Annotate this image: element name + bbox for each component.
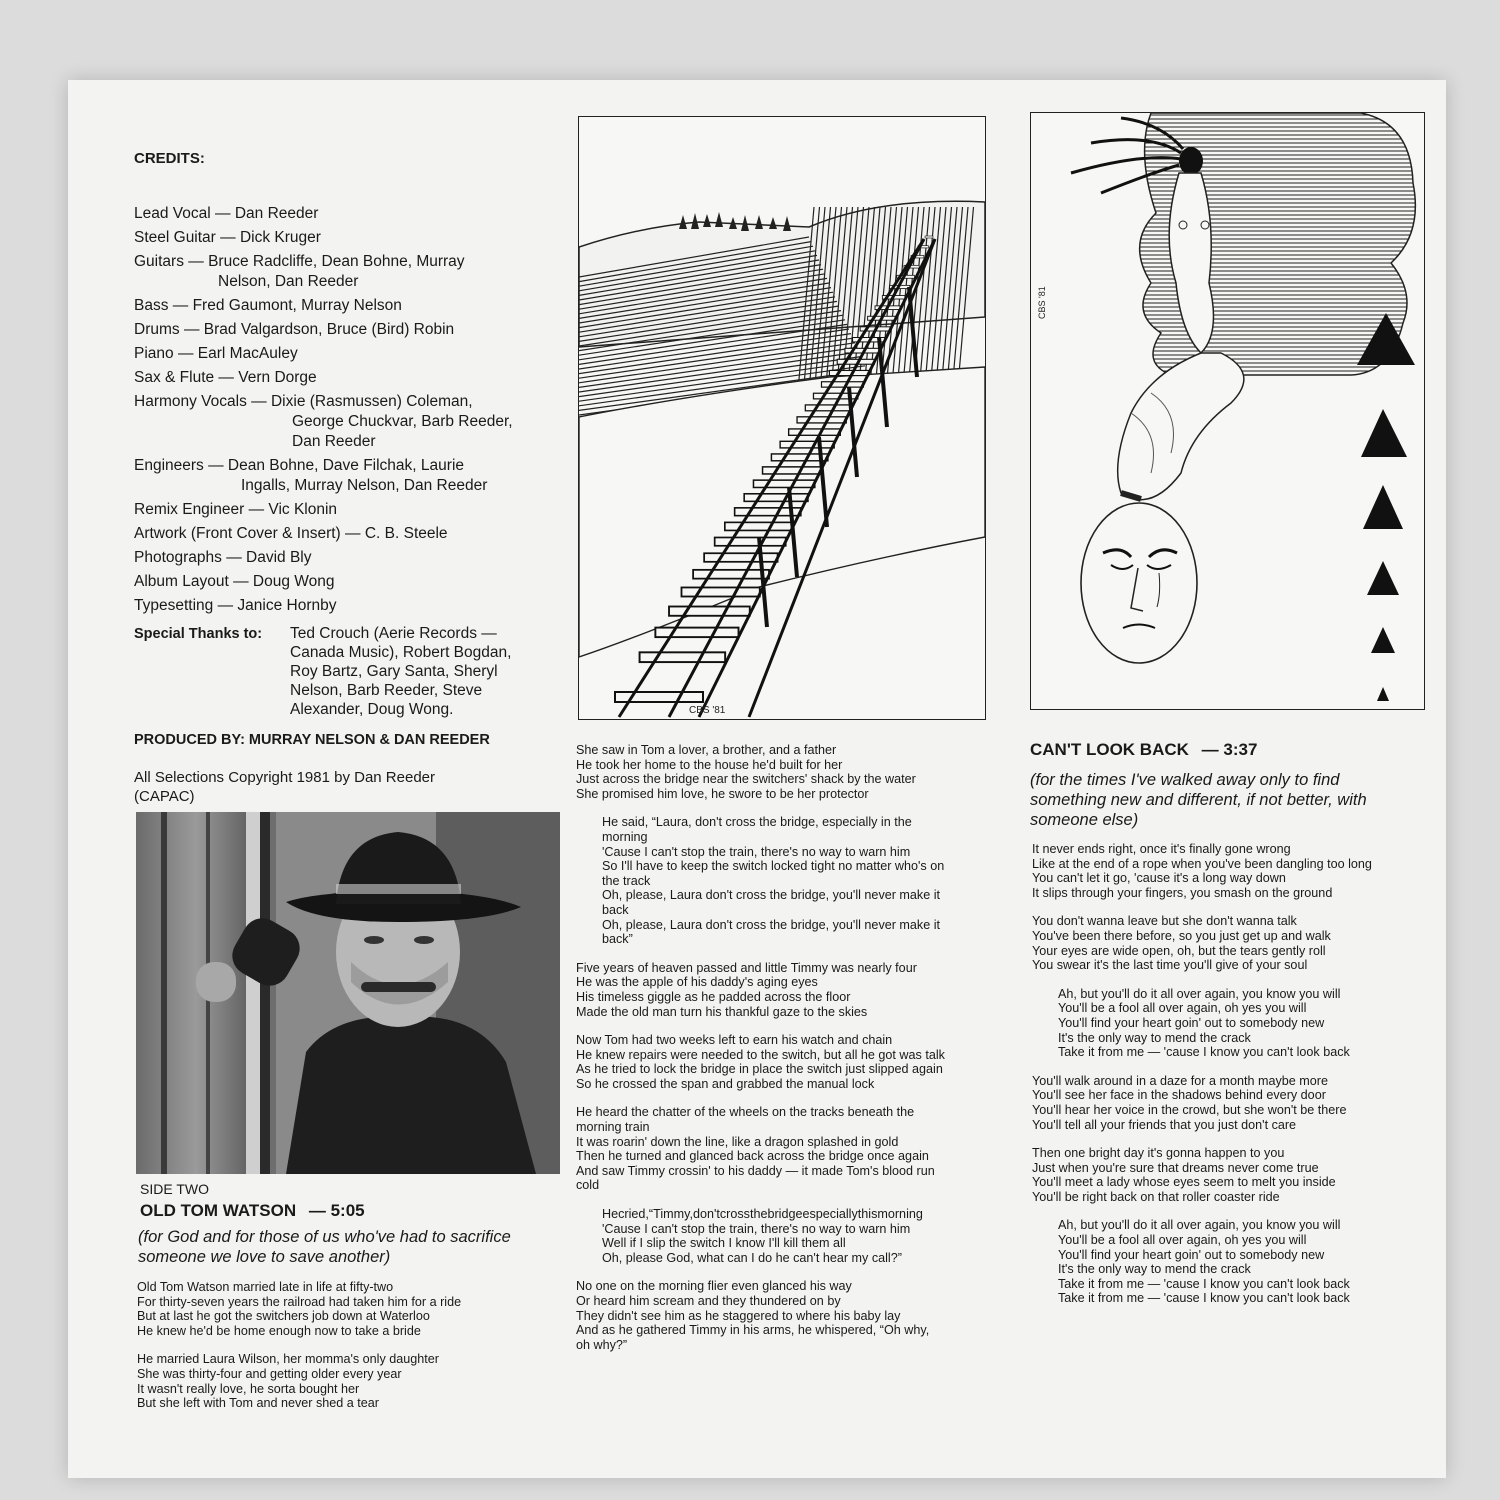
lyric-line: You'll be a fool all over again, oh yes you will	[1058, 1001, 1307, 1016]
credit-names: Vic Klonin	[268, 501, 338, 518]
lyric-line: Oh, please God, what can I do he can't hear my call?”	[602, 1250, 902, 1265]
credit-dash: —	[228, 573, 253, 590]
credit-role: Drums	[134, 321, 180, 338]
lyric-stanza	[1032, 914, 1432, 972]
credit-line	[134, 226, 554, 250]
lyric-line: Just across the bridge near the switchers' shack by the water	[576, 772, 916, 787]
song1-subtitle	[138, 1227, 511, 1267]
credit-line	[134, 522, 554, 546]
thanks-line: Alexander, Doug Wong.	[290, 701, 454, 718]
thanks-line: Roy Bartz, Gary Santa, Sheryl	[290, 663, 498, 680]
lyric-line: You'll meet a lady whose eyes seem to melt you inside	[1032, 1175, 1336, 1190]
song2-subtitle-line: (for the times I've walked away only to find	[1030, 771, 1340, 789]
lyric-line: You've been there before, so you just get up and walk	[1032, 928, 1331, 943]
credit-row	[134, 202, 554, 226]
lyric-line: So he crossed the span and grabbed the manual lock	[576, 1076, 875, 1091]
credit-names: Brad Valgardson, Bruce (Bird) Robin	[203, 321, 455, 338]
lyric-line: She saw in Tom a lover, a brother, and a father	[576, 743, 837, 757]
lyric-line: For thirty-seven years the railroad had taken him for a ride	[137, 1294, 462, 1309]
lyric-stanza	[576, 1207, 1016, 1265]
lyric-line: He knew he'd be home enough now to take a bride	[137, 1323, 421, 1338]
lyric-line: It's the only way to mend the crack	[1058, 1262, 1251, 1277]
credit-row	[134, 594, 554, 618]
credit-row	[134, 522, 554, 546]
lyric-stanza	[1032, 1146, 1432, 1204]
lyric-line: He married Laura Wilson, her momma's only daughter	[137, 1352, 439, 1367]
credit-dash: —	[214, 369, 239, 386]
lyric-line: Take it from me — 'cause I know you can't look back	[1058, 1045, 1350, 1060]
copyright-line: All Selections Copyright 1981 by Dan Reeder	[134, 769, 436, 786]
thanks-names	[290, 622, 511, 722]
lyric-line: And as he gathered Timmy in his arms, he whispered, “Oh why,	[576, 1323, 930, 1338]
railroad-illustration	[578, 116, 986, 720]
credit-line	[134, 294, 554, 318]
credit-role: Bass	[134, 297, 169, 314]
lyric-line: You swear it's the last time you'll give of your soul	[1032, 958, 1308, 973]
credit-names: C. B. Steele	[364, 525, 448, 542]
lyric-line: Old Tom Watson married late in life at fifty-two	[137, 1280, 394, 1294]
lyric-stanza	[576, 1105, 1016, 1193]
credit-role: Lead Vocal	[134, 205, 211, 222]
credit-role: Steel Guitar	[134, 229, 216, 246]
lyric-line: It never ends right, once it's finally gone wrong	[1032, 842, 1291, 856]
credit-dash: —	[203, 457, 228, 474]
lyric-line: back”	[602, 932, 633, 947]
lyric-line: Then one bright day it's gonna happen to you	[1032, 1146, 1285, 1161]
credit-dash: —	[244, 501, 269, 518]
insert-sheet	[68, 80, 1446, 1478]
lyric-line: back	[602, 902, 629, 917]
song2-title: CAN'T LOOK BACK	[1030, 740, 1189, 759]
lyric-line: So I'll have to keep the switch locked tight no matter who's on	[602, 859, 945, 874]
lyric-line: He took her home to the house he'd built for her	[576, 757, 843, 772]
lyric-line: Just when you're sure that dreams never come true	[1032, 1160, 1319, 1175]
lyric-line: Five years of heaven passed and little Timmy was nearly four	[576, 960, 917, 975]
lyric-stanza	[1032, 987, 1432, 1060]
thanks-line: Nelson, Barb Reeder, Steve	[290, 682, 483, 699]
credit-dash: —	[213, 597, 238, 614]
credit-row	[134, 226, 554, 250]
credit-names: Fred Gaumont, Murray Nelson	[192, 297, 402, 314]
credits-list	[134, 202, 554, 618]
song1-lyrics-continued	[576, 743, 1016, 1366]
lyric-stanza	[576, 961, 1016, 1019]
lyric-line: oh why?”	[576, 1337, 628, 1352]
thanks-label: Special Thanks to:	[134, 626, 263, 642]
figure-signature: CBS '81	[1037, 286, 1047, 319]
lyric-stanza	[576, 743, 1016, 801]
credit-names: Dixie (Rasmussen) Coleman,	[270, 393, 473, 410]
lyric-line: Or heard him scream and they thundered on by	[576, 1294, 841, 1308]
lyric-line: Your eyes are wide open, oh, but the tears gently roll	[1032, 943, 1326, 958]
credit-names: Earl MacAuley	[197, 345, 298, 362]
lyric-line: Take it from me — 'cause I know you can't look back	[1058, 1291, 1350, 1306]
lyric-line: morning	[602, 829, 648, 844]
credit-role: Guitars	[134, 253, 184, 270]
credit-role: Engineers	[134, 457, 204, 474]
railroad-signature: CBS '81	[689, 705, 726, 716]
lyric-line: Hecried,“Timmy,don'tcrossthebridgeespeciallythismorning	[602, 1207, 923, 1222]
credit-line	[134, 318, 554, 342]
credit-line	[134, 366, 554, 390]
credit-names: Dick Kruger	[239, 229, 321, 246]
credit-role: Photographs	[134, 549, 222, 566]
lyric-line: Then he turned and glanced back across the bridge once again	[576, 1149, 929, 1164]
thanks-line: Canada Music), Robert Bogdan,	[290, 644, 512, 661]
credit-dash: —	[215, 229, 240, 246]
lyric-line: 'Cause I can't stop the train, there's no way to warn him	[602, 1221, 911, 1236]
artist-photo	[136, 812, 560, 1174]
credit-role: Harmony Vocals	[134, 393, 247, 410]
lyric-line: He heard the chatter of the wheels on the tracks beneath the	[576, 1105, 915, 1120]
credit-names-continued: Dan Reeder	[292, 433, 376, 450]
lyric-line: They didn't see him as he staggered to where his baby lay	[576, 1308, 901, 1323]
credit-role: Remix Engineer	[134, 501, 245, 518]
lyric-line: You'll tell all your friends that you just don't care	[1032, 1117, 1297, 1132]
lyric-line: the track	[602, 873, 651, 888]
lyric-stanza	[1032, 842, 1432, 900]
credit-dash: —	[183, 253, 209, 270]
credit-names: Doug Wong	[252, 573, 335, 590]
lyric-line: He said, “Laura, don't cross the bridge, especially in the	[602, 815, 912, 830]
credit-line	[134, 570, 554, 594]
credit-row	[134, 294, 554, 318]
lyric-line: You'll walk around in a daze for a month maybe more	[1032, 1073, 1328, 1088]
side-label: SIDE TWO	[140, 1181, 209, 1197]
credit-role: Sax & Flute	[134, 369, 215, 386]
lyric-line: It slips through your fingers, you smash on the ground	[1032, 885, 1333, 900]
credit-role: Typesetting	[134, 597, 214, 614]
credits-heading: CREDITS:	[134, 150, 205, 167]
lyric-line: 'Cause I can't stop the train, there's no way to warn him	[602, 844, 911, 859]
special-thanks	[134, 622, 574, 722]
lyric-line: Take it from me — 'cause I know you can't look back	[1058, 1276, 1350, 1291]
credit-names: Dean Bohne, Dave Filchak, Laurie	[227, 457, 465, 474]
lyric-line: morning train	[576, 1120, 650, 1135]
lyric-line: Oh, please, Laura don't cross the bridge, you'll never make it	[602, 888, 941, 903]
credit-line	[134, 342, 554, 366]
credit-dash: —	[179, 321, 204, 338]
credit-dash: —	[173, 345, 198, 362]
credit-role: Artwork (Front Cover & Insert)	[134, 525, 341, 542]
lyric-line: She promised him love, he swore to be her protector	[576, 786, 869, 801]
lyric-line: But at last he got the switchers job down at Waterloo	[137, 1309, 430, 1324]
credit-row	[134, 390, 554, 454]
song2-title-block	[1030, 740, 1257, 760]
lyric-stanza	[576, 1279, 1016, 1352]
credit-names: Bruce Radcliffe, Dean Bohne, Murray	[208, 253, 465, 270]
lyric-line: Now Tom had two weeks left to earn his watch and chain	[576, 1033, 893, 1048]
lyric-line: cold	[576, 1178, 600, 1193]
lyric-line: She was thirty-four and getting older every year	[137, 1366, 402, 1381]
credit-row	[134, 454, 554, 498]
credit-line	[134, 594, 554, 618]
lyric-line: His timeless giggle as he padded across the floor	[576, 989, 851, 1004]
lyric-line: It was roarin' down the line, like a dragon splashed in gold	[576, 1134, 899, 1149]
produced-by: PRODUCED BY: MURRAY NELSON & DAN REEDER	[134, 732, 490, 748]
figure-illustration	[1030, 112, 1425, 710]
lyric-line: Well if I slip the switch I know I'll kill them all	[602, 1236, 846, 1251]
lyric-line: Ah, but you'll do it all over again, you know you will	[1058, 1218, 1341, 1233]
lyric-line: It wasn't really love, he sorta bought her	[137, 1381, 360, 1396]
song2-subtitle	[1030, 770, 1367, 830]
lyric-line: You'll be right back on that roller coaster ride	[1032, 1189, 1280, 1204]
credit-row	[134, 318, 554, 342]
credit-dash: —	[168, 297, 193, 314]
song1-title-block	[140, 1201, 365, 1221]
credit-dash: —	[246, 393, 271, 410]
song1-duration: — 5:05	[308, 1201, 365, 1220]
copyright	[134, 768, 435, 806]
song1-subtitle-line: (for God and for those of us who've had to sacrifice	[138, 1228, 511, 1246]
credit-dash: —	[221, 549, 247, 566]
song2-subtitle-line: something new and different, if not better, with	[1030, 791, 1367, 809]
lyric-line: No one on the morning flier even glanced his way	[576, 1279, 852, 1294]
lyric-line: Ah, but you'll do it all over again, you know you will	[1058, 986, 1341, 1001]
credit-names: Vern Dorge	[238, 369, 317, 386]
credit-dash: —	[340, 525, 365, 542]
credit-names-continued: Ingalls, Murray Nelson, Dan Reeder	[241, 477, 488, 494]
credit-row	[134, 546, 554, 570]
credit-line	[134, 202, 554, 226]
lyric-stanza	[1032, 1074, 1432, 1132]
lyric-line: But she left with Tom and never shed a tear	[137, 1396, 379, 1411]
credit-role: Album Layout	[134, 573, 229, 590]
credit-row	[134, 570, 554, 594]
credit-row	[134, 250, 554, 294]
lyric-stanza	[137, 1352, 577, 1410]
thanks-line: Ted Crouch (Aerie Records —	[290, 625, 497, 642]
lyric-stanza	[137, 1280, 577, 1338]
lyric-line: You'll see her face in the shadows behind every door	[1032, 1088, 1326, 1103]
lyric-line: You can't let it go, 'cause it's a long way down	[1032, 871, 1286, 886]
credit-line	[134, 498, 554, 522]
lyric-line: As he tried to lock the bridge in place the switch just slipped again	[576, 1062, 943, 1077]
song2-duration: — 3:37	[1201, 740, 1258, 759]
song1-subtitle-line: someone we love to save another)	[138, 1248, 391, 1266]
lyric-line: He was the apple of his daddy's aging eyes	[576, 975, 818, 990]
copyright-society: (CAPAC)	[134, 788, 195, 805]
song2-subtitle-line: someone else)	[1030, 811, 1139, 829]
lyric-stanza	[1032, 1218, 1432, 1306]
lyric-line: You'll find your heart goin' out to somebody new	[1058, 1247, 1325, 1262]
lyric-line: You'll be a fool all over again, oh yes you will	[1058, 1233, 1307, 1248]
lyric-line: You'll find your heart goin' out to somebody new	[1058, 1015, 1325, 1030]
lyric-line: You don't wanna leave but she don't wanna talk	[1032, 914, 1297, 929]
credit-names-continued: George Chuckvar, Barb Reeder,	[292, 413, 513, 430]
credit-names: David Bly	[246, 549, 312, 566]
credit-row	[134, 366, 554, 390]
lyric-stanza	[576, 1033, 1016, 1091]
lyric-line: You'll hear her voice in the crowd, but she won't be there	[1032, 1102, 1347, 1117]
lyric-line: It's the only way to mend the crack	[1058, 1030, 1251, 1045]
lyric-line: Oh, please, Laura don't cross the bridge, you'll never make it	[602, 917, 941, 932]
lyric-line: He knew repairs were needed to the switch, but all he got was talk	[576, 1047, 945, 1062]
credit-dash: —	[210, 205, 235, 222]
credit-line	[134, 546, 554, 570]
song2-lyrics	[1032, 842, 1432, 1320]
credit-row	[134, 498, 554, 522]
credit-names-continued: Nelson, Dan Reeder	[218, 273, 359, 290]
credit-row	[134, 342, 554, 366]
lyric-line: Made the old man turn his thankful gaze to the skies	[576, 1004, 868, 1019]
song1-lyrics-left	[137, 1280, 577, 1425]
lyric-stanza	[576, 815, 1016, 946]
credit-role: Piano	[134, 345, 174, 362]
lyric-line: And saw Timmy crossin' to his daddy — it made Tom's blood run	[576, 1163, 935, 1178]
lyric-line: Like at the end of a rope when you've been dangling too long	[1032, 856, 1372, 871]
credit-names: Dan Reeder	[234, 205, 319, 222]
song1-title: OLD TOM WATSON	[140, 1201, 297, 1220]
credit-names: Janice Hornby	[237, 597, 337, 614]
